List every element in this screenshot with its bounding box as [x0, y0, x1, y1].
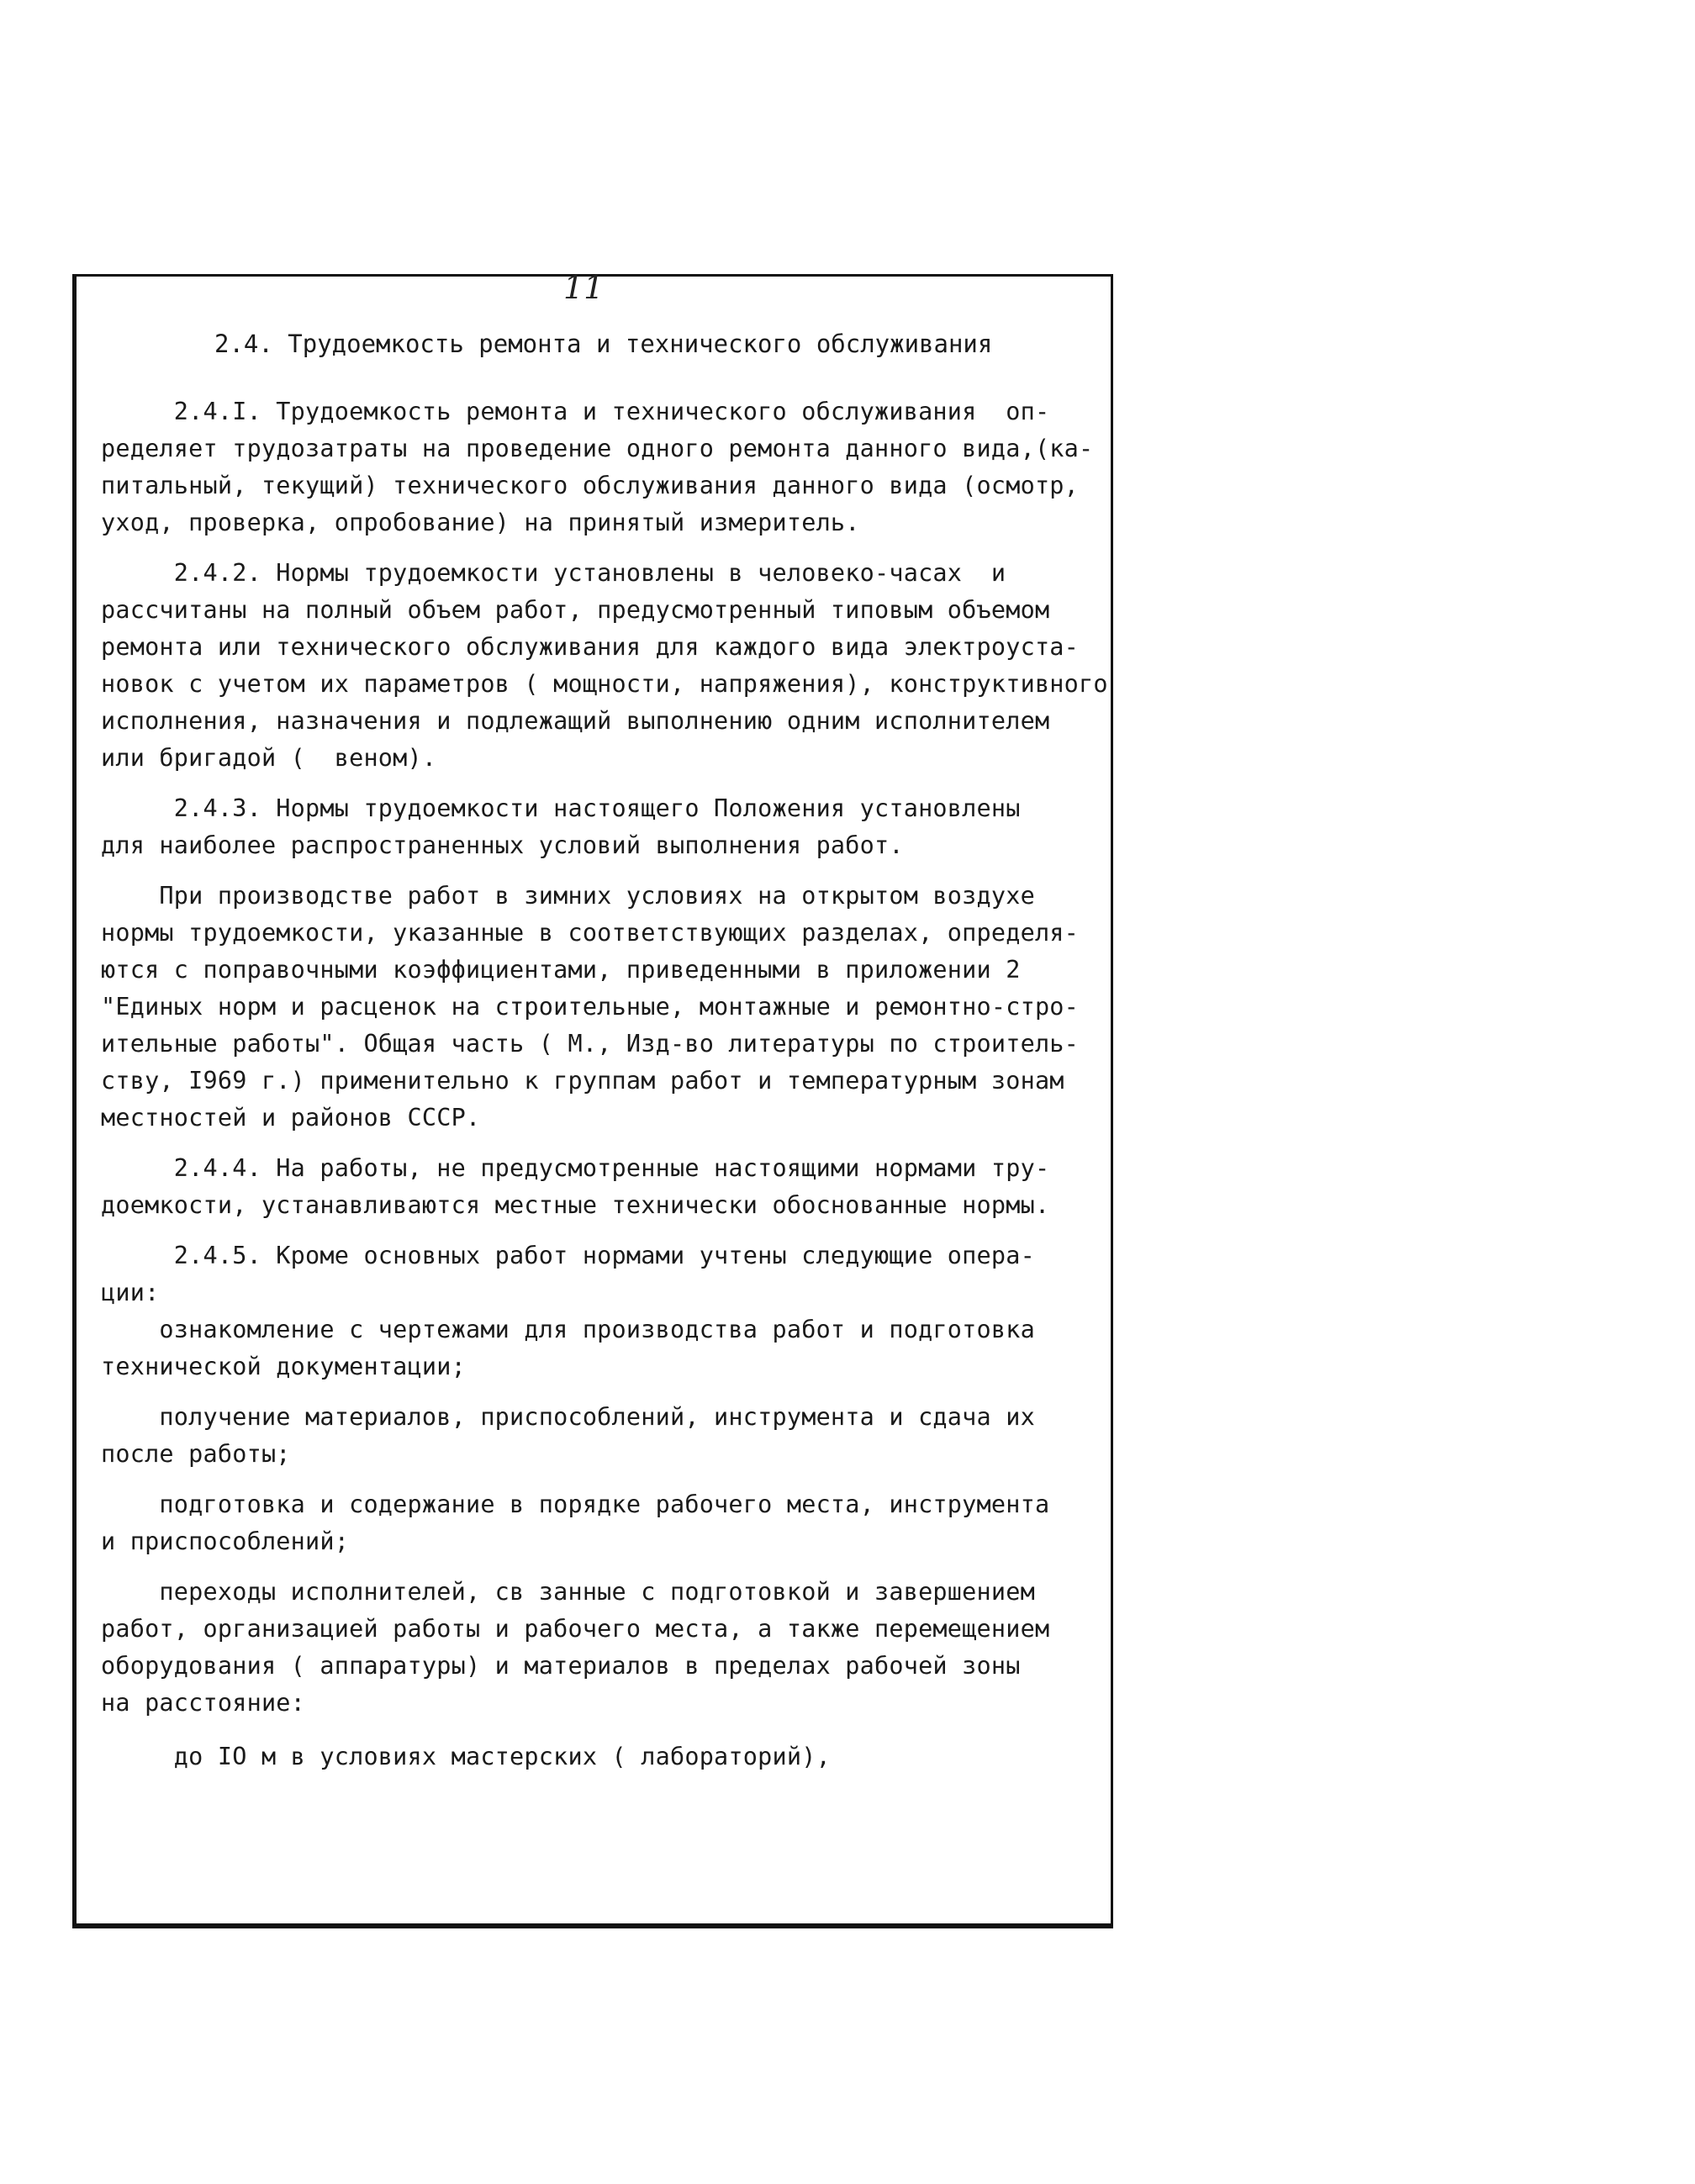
text-line: технической документации; — [101, 1353, 466, 1380]
text-line: 2.4.5. Кроме основных работ нормами учтены следующие опера- — [101, 1242, 1035, 1269]
text-line: ительные работы". Общая часть ( М., Изд-во литературы по строитель- — [101, 1030, 1080, 1058]
text-line: питальный, текущий) технического обслуживания данного вида (осмотр, — [101, 472, 1080, 499]
text-line: исполнения, назначения и подлежащий выполнению одним исполнителем — [101, 707, 1050, 735]
text-line: переходы исполнителей, св занные с подготовкой и завершением — [101, 1578, 1035, 1606]
text-line: уход, проверка, опробование) на принятый измеритель. — [101, 509, 860, 536]
text-line: ознакомление с чертежами для производства работ и подготовка — [101, 1316, 1035, 1343]
page-number: 11 — [563, 269, 605, 306]
text-line: после работы; — [101, 1440, 291, 1468]
text-line: нормы трудоемкости, указанные в соответствующих разделах, определя- — [101, 919, 1080, 947]
text-line: 2.4.3. Нормы трудоемкости настоящего Положения установлены — [101, 794, 1021, 822]
text-line: ству, I969 г.) применительно к группам работ и температурным зонам — [101, 1067, 1064, 1095]
text-line: "Единых норм и расценок на строительные, монтажные и ремонтно-стро- — [101, 993, 1080, 1021]
text-line: ции: — [101, 1279, 160, 1306]
text-line: на расстояние: — [101, 1689, 306, 1717]
text-line: оборудования ( аппаратуры) и материалов в пределах рабочей зоны — [101, 1652, 1021, 1680]
text-line: местностей и районов СССР. — [101, 1104, 481, 1132]
text-line: или бригадой ( веном). — [101, 744, 437, 772]
text-line: для наиболее распространенных условий выполнения работ. — [101, 831, 904, 859]
section-heading: 2.4. Трудоемкость ремонта и технического обслуживания — [214, 330, 993, 358]
text-line: подготовка и содержание в порядке рабочего места, инструмента — [101, 1490, 1050, 1518]
text-line: получение материалов, приспособлений, инструмента и сдача их — [101, 1403, 1035, 1431]
text-line: рассчитаны на полный объем работ, предусмотренный типовым объемом — [101, 596, 1050, 624]
text-line: ределяет трудозатраты на проведение одного ремонта данного вида,(ка- — [101, 435, 1094, 462]
text-line: доемкости, устанавливаются местные технически обоснованные нормы. — [101, 1191, 1050, 1219]
text-line: до IO м в условиях мастерских ( лабораторий), — [101, 1743, 831, 1770]
text-line: 2.4.I. Трудоемкость ремонта и технического обслуживания оп- — [101, 398, 1050, 425]
text-line: новок с учетом их параметров ( мощности, напряжения), конструктивного — [101, 670, 1108, 698]
text-line: 2.4.2. Нормы трудоемкости установлены в человеко-часах и — [101, 559, 1006, 587]
text-line: работ, организацией работы и рабочего места, а также перемещением — [101, 1615, 1050, 1643]
text-line: и приспособлений; — [101, 1527, 350, 1555]
text-line: 2.4.4. На работы, не предусмотренные настоящими нормами тру- — [101, 1154, 1050, 1182]
text-line: ремонта или технического обслуживания для каждого вида электроуста- — [101, 633, 1080, 661]
text-line: При производстве работ в зимних условиях на открытом воздухе — [101, 882, 1035, 910]
text-line: ются с поправочными коэффициентами, приведенными в приложении 2 — [101, 956, 1021, 984]
